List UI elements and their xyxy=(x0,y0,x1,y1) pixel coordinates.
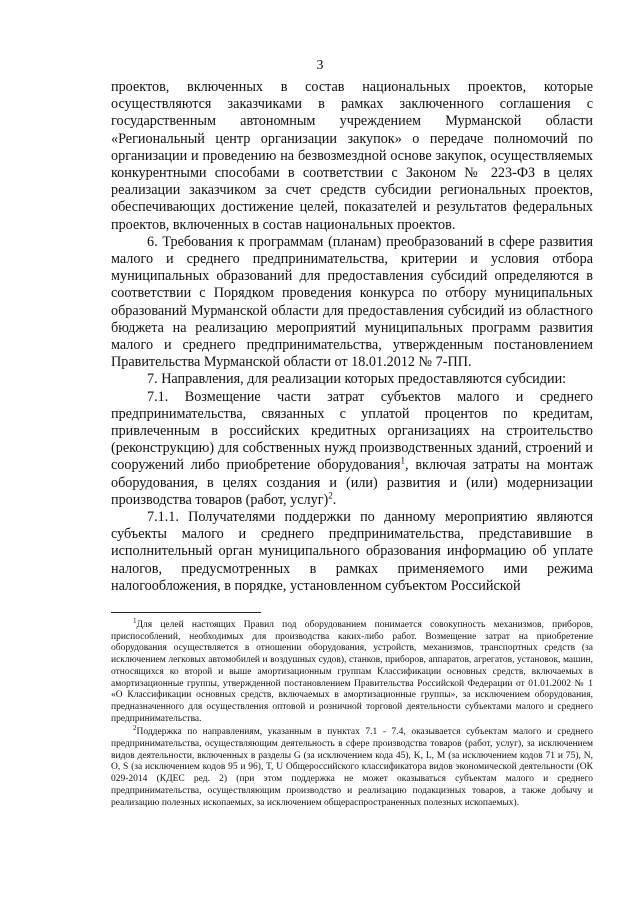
footnote-1-mark: 1 xyxy=(133,616,137,625)
footnotes xyxy=(111,616,593,811)
paragraph-item-7-1-text-a: 7.1. Возмещение части затрат субъектов малого и среднего предпринимательства, связанных с уплатой процентов по кредитам, привлеченным в российских кредитных организациях на строительство (реконструкцию) для собственных нужд производственных зданий, строений и сооружений либо приобретение оборудования xyxy=(111,388,593,474)
paragraph-item-7: 7. Направления, для реализации которых предоставляются субсидии: xyxy=(147,371,567,388)
footnote-divider xyxy=(111,612,261,613)
footnote-1 xyxy=(111,616,593,725)
paragraph-item-7-1-text-end: . xyxy=(332,491,337,508)
paragraph-item-6: 6. Требования к программам (планам) преобразований в сфере развития малого и среднего предпринимательства, критерии и условия отбора муниципальных образований для предоставления субсидий определяются в соответствии с Порядком проведения конкурса по отбору муниципальных образований Мурманской области для предоставления субсидий из областного бюджета на реализацию мероприятий муниципальных программ развития малого и среднего предпринимательства, утвержденным постановлением Правительства Мурманской области от 18.01.2012 № 7-ПП. xyxy=(111,233,593,371)
paragraph-item-7-1 xyxy=(111,389,593,509)
body-text xyxy=(111,79,593,595)
footnote-2 xyxy=(111,724,593,809)
paragraph-item-7-1-1: 7.1.1. Получателями поддержки по данному мероприятию являются субъекты малого и среднего предпринимательства, представившие в исполнительный орган муниципального образования информацию об уплате налогов, предусмотренных в рамках применяемого ими режима налогообложения, в порядке, установленном субъектом Российской xyxy=(111,509,593,594)
paragraph-item-7-1-text-b: , включая затраты на монтаж оборудования, в целях создания и (или) развития и (или) модернизации производства товаров (работ, услуг) xyxy=(111,457,593,508)
footnote-ref-2: 2 xyxy=(328,490,333,501)
footnote-1-text: Для целей настоящих Правил под оборудованием понимается совокупность механизмов, приборов, приспособлений, необходимых для производства каких-либо работ. Возмещение затрат на приобретение оборудования осуществляется в отношении оборудования, устройств, механизмов, транспортных средств (за исключением легковых автомобилей и воздушных судов), станков, приборов, аппаратов, агрегатов, установок, машин, относящихся ко второй и выше амортизационным группам Классификации основных средств, включаемых в амортизационные группы, утвержденной постановлением Правительства Российской Федерации от 01.01.2002 № 1 «О Классификации основных средств, включаемых в амортизационные группы», за исключением оборудования, предназначенного для осуществления оптовой и розничной торговой деятельности субъектами малого и среднего предпринимательства. xyxy=(111,620,593,724)
paragraph-continuation: проектов, включенных в состав национальных проектов, которые осуществляются заказчиками в рамках заключенного соглашения с государственным автономным учреждением Мурманской области «Региональный центр организации закупок» о передаче полномочий по организации и проведению на безвозмездной основе закупок, осуществляемых конкурентными способами в соответствии с Законом № 223-ФЗ в целях реализации заказчиком за счет средств субсидии региональных проектов, обеспечивающих достижение целей, показателей и результатов федеральных проектов, включенных в состав национальных проектов. xyxy=(111,79,593,233)
footnote-2-text: Поддержка по направлениям, указанным в пунктах 7.1 - 7.4, оказывается субъектам малого и среднего предпринимательства, осуществляющим деятельность в сфере производства товаров (работ, услуг), за исключением видов деятельности, включенных в разделы G (за исключением кода 45), K, L, M (за исключением кодов 71 и 75), N, O, S (за исключением кодов 95 и 96), T, U Общероссийского классификатора видов экономической деятельности (ОК 029-2014 (КДЕС ред. 2) (при этом поддержка не может оказываться субъектам малого и среднего предпринимательства, осуществляющим производство и реализацию подакцизных товаров, а также добычу и реализацию полезных ископаемых, за исключением общераспространенных полезных ископаемых). xyxy=(111,727,593,808)
footnote-2-mark: 2 xyxy=(133,724,137,733)
footnote-ref-1: 1 xyxy=(400,455,406,466)
page-number: 3 xyxy=(316,58,324,73)
